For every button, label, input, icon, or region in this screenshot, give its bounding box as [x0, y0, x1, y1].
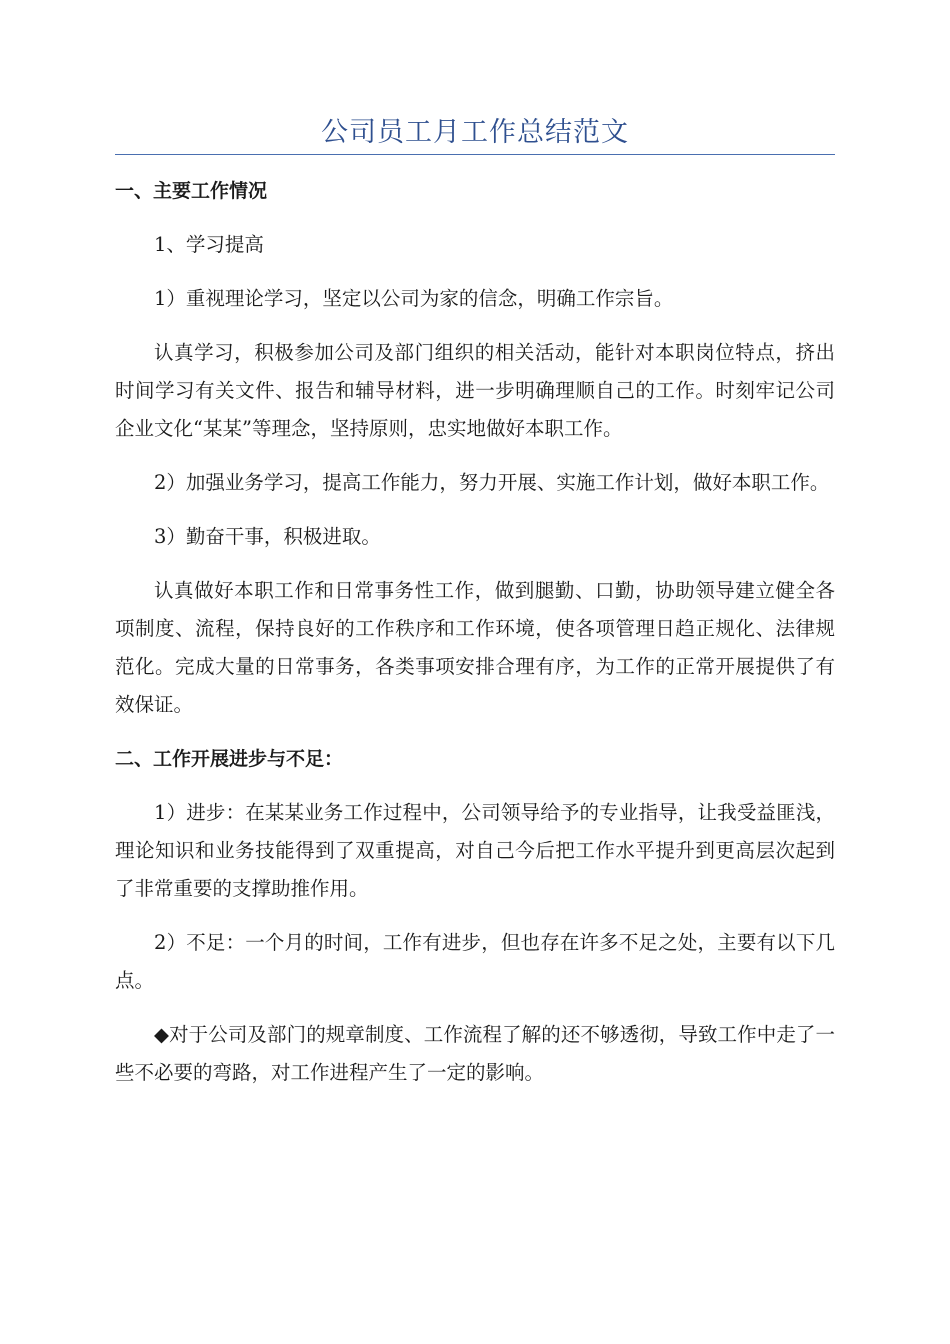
title-underline — [115, 154, 835, 155]
paragraph-study-details: 认真学习，积极参加公司及部门组织的相关活动，能针对本职岗位特点，挤出时间学习有关文件、报告和辅导材料，进一步明确理顺自己的工作。时刻牢记公司企业文化“某某”等理念，坚持原则，忠实地做好本职工作。 — [115, 341, 835, 440]
paragraph-business-study: 2）加强业务学习，提高工作能力，努力开展、实施工作计划，做好本职工作。 — [154, 471, 830, 494]
paragraph-shortcomings: 2）不足：一个月的时间，工作有进步，但也存在许多不足之处，主要有以下几点。 — [115, 931, 835, 992]
paragraph-theory-study: 1）重视理论学习，坚定以公司为家的信念，明确工作宗旨。 — [154, 287, 674, 310]
paragraph-bullet-rules: ◆对于公司及部门的规章制度、工作流程了解的还不够透彻，导致工作中走了一些不必要的弯路，对工作进程产生了一定的影响。 — [115, 1023, 835, 1084]
paragraph-progress: 1）进步：在某某业务工作过程中，公司领导给予的专业指导，让我受益匪浅，理论知识和业务技能得到了双重提高，对自己今后把工作水平提升到更高层次起到了非常重要的支撑助推作用。 — [115, 801, 835, 900]
document-title: 公司员工月工作总结范文 — [321, 117, 629, 148]
section-heading-progress: 二、工作开展进步与不足： — [115, 748, 344, 770]
paragraph-daily-work: 认真做好本职工作和日常事务性工作，做到腿勤、口勤，协助领导建立健全各项制度、流程，保持良好的工作秩序和工作环境，使各项管理日趋正规化、法律规范化。完成大量的日常事务，各类事项安排合理有序，为工作的正常开展提供了有效保证。 — [115, 579, 835, 716]
document-body — [115, 172, 835, 1108]
section-heading-main-work: 一、主要工作情况 — [115, 180, 268, 202]
paragraph-study-heading: 1、学习提高 — [154, 233, 264, 256]
paragraph-diligence: 3）勤奋干事，积极进取。 — [154, 525, 381, 548]
